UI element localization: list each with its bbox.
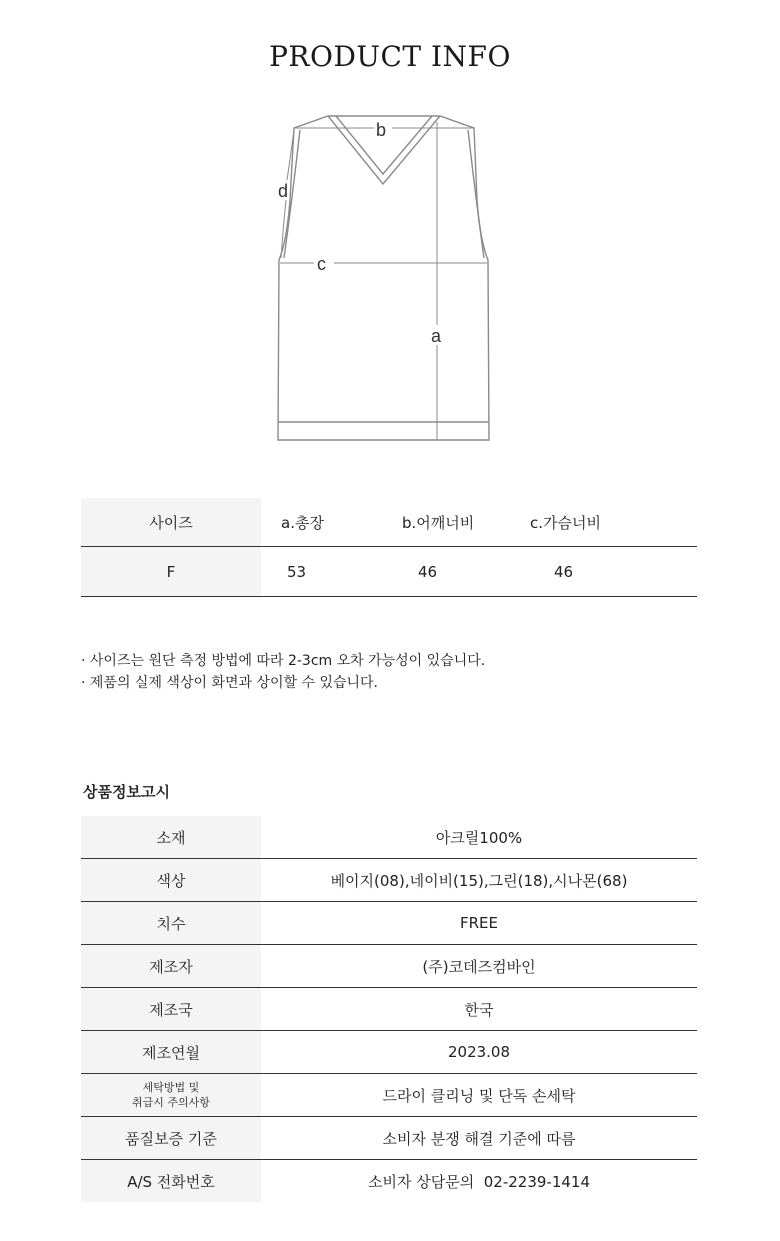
info-value: FREE <box>261 902 697 945</box>
info-row-as-phone <box>81 1160 697 1203</box>
info-key: 제조연월 <box>81 1031 261 1074</box>
size-value-label: F <box>81 547 261 597</box>
size-header-shoulder: b.어깨너비 <box>382 498 510 547</box>
size-notes <box>81 650 485 694</box>
info-row-size <box>81 902 697 945</box>
size-header-chest: c.가슴너비 <box>510 498 697 547</box>
size-header-label: 사이즈 <box>81 498 261 547</box>
info-row-material <box>81 816 697 859</box>
info-row-country <box>81 988 697 1031</box>
vest-outline <box>278 116 489 440</box>
info-row-manufacturer <box>81 945 697 988</box>
label-b: b <box>376 120 387 140</box>
care-key-line1: 세탁방법 및 <box>142 1081 200 1094</box>
label-d: d <box>278 181 289 201</box>
info-value: 베이지(08),네이비(15),그린(18),시나몬(68) <box>261 859 697 902</box>
note-size-tolerance: · 사이즈는 원단 측정 방법에 따라 2-3cm 오차 가능성이 있습니다. <box>81 653 486 669</box>
info-value: 아크릴100% <box>261 816 697 859</box>
info-key: 치수 <box>81 902 261 945</box>
label-c: c <box>317 254 326 274</box>
product-notice-title: 상품정보고시 <box>83 783 170 801</box>
size-table-row <box>81 547 697 597</box>
info-row-date <box>81 1031 697 1074</box>
size-value-shoulder: 46 <box>382 547 510 597</box>
info-key: 제조자 <box>81 945 261 988</box>
info-value: 드라이 클리닝 및 단독 손세탁 <box>261 1074 697 1117</box>
info-key: 소재 <box>81 816 261 859</box>
size-table <box>81 498 697 597</box>
care-key-line2: 취급시 주의사항 <box>132 1096 210 1109</box>
page-title: PRODUCT INFO <box>269 40 511 73</box>
info-value: 한국 <box>261 988 697 1031</box>
info-value: 2023.08 <box>261 1031 697 1074</box>
size-value-chest: 46 <box>510 547 697 597</box>
info-value: (주)코데즈컴바인 <box>261 945 697 988</box>
info-key: 제조국 <box>81 988 261 1031</box>
label-a: a <box>431 326 442 346</box>
note-color-difference: · 제품의 실제 색상이 화면과 상이할 수 있습니다. <box>81 675 379 691</box>
info-key: 품질보증 기준 <box>81 1117 261 1160</box>
info-key: 색상 <box>81 859 261 902</box>
vest-size-diagram <box>270 100 510 450</box>
info-value: 소비자 상담문의 02-2239-1414 <box>368 1172 590 1191</box>
info-key <box>81 1074 261 1117</box>
size-header-length: a.총장 <box>261 498 382 547</box>
product-info-table <box>81 816 697 1202</box>
info-row-warranty <box>81 1117 697 1160</box>
info-row-care <box>81 1074 697 1117</box>
info-value: 소비자 분쟁 해결 기준에 따름 <box>261 1117 697 1160</box>
info-row-color <box>81 859 697 902</box>
size-table-header-row <box>81 498 697 547</box>
size-value-length: 53 <box>261 547 382 597</box>
info-key: A/S 전화번호 <box>81 1160 261 1203</box>
